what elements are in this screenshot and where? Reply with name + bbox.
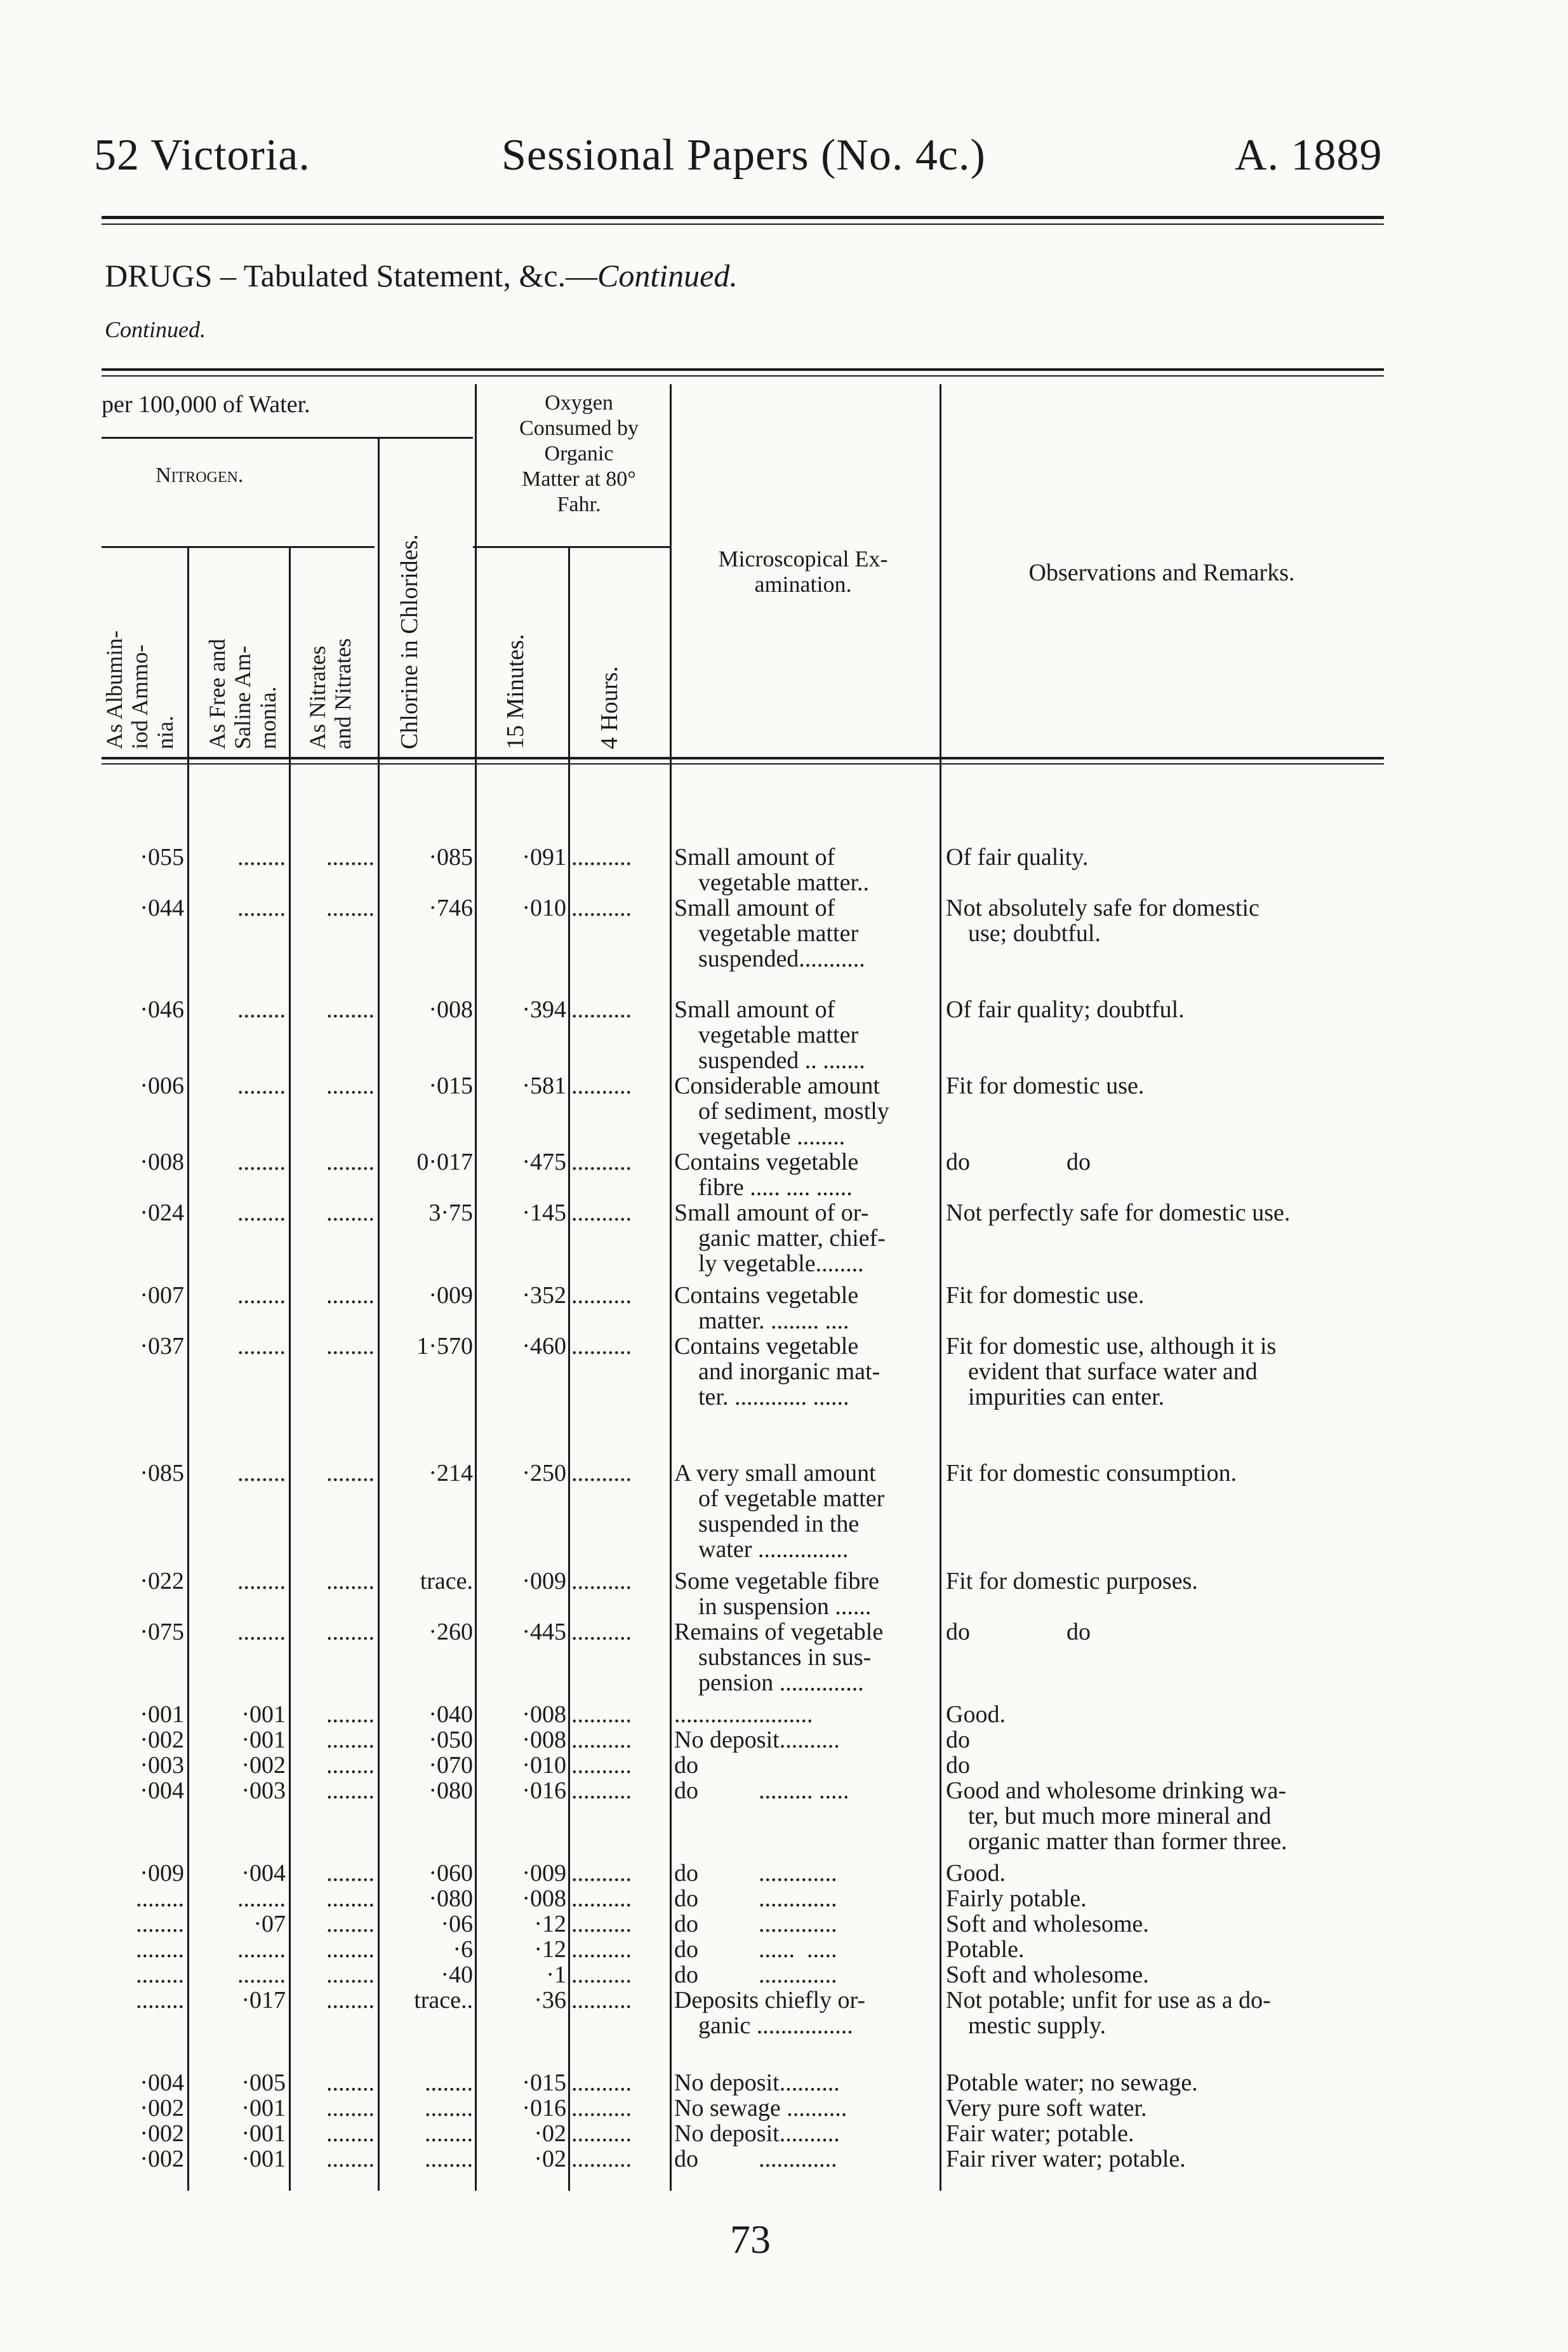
cell-chl: 0·017 xyxy=(416,1149,473,1175)
cell-microscopical: pension .............. xyxy=(698,1669,864,1696)
cell-free: ·005 xyxy=(241,2069,286,2096)
cell-free: ........ xyxy=(237,895,286,921)
cell-free: ·017 xyxy=(241,1987,286,2014)
cell-free: ........ xyxy=(237,1619,286,1645)
cell-observations: Potable. xyxy=(946,1936,1025,1963)
cell-microscopical: Small amount of or- xyxy=(674,1199,869,1226)
header-nitrogen: Nitrogen. xyxy=(156,464,244,487)
cell-observations: Of fair quality; doubtful. xyxy=(946,996,1185,1023)
cell-h4: .......... xyxy=(571,895,632,921)
cell-observations: Not absolutely safe for domestic xyxy=(946,895,1259,921)
cell-chl: ·085 xyxy=(429,844,473,871)
cell-chl: ·080 xyxy=(429,1777,473,1804)
cell-nit: ........ xyxy=(326,1911,375,1937)
cell-m15: ·1 xyxy=(546,1961,566,1988)
cell-h4: .......... xyxy=(571,1752,632,1779)
cell-alb: ·055 xyxy=(140,844,184,871)
cell-m15: ·010 xyxy=(522,895,566,921)
cell-microscopical: do ............. xyxy=(674,1911,837,1937)
cell-alb: ·075 xyxy=(140,1619,184,1645)
cell-free: ........ xyxy=(237,1199,286,1226)
cell-free: ........ xyxy=(237,1961,286,1988)
cell-m15: ·460 xyxy=(522,1333,566,1360)
header-per-water: per 100,000 of Water. xyxy=(102,391,310,418)
cell-observations: Fair water; potable. xyxy=(946,2120,1134,2147)
cell-observations: mestic supply. xyxy=(968,2012,1106,2039)
table-title xyxy=(105,257,738,294)
cell-observations: Fairly potable. xyxy=(946,1885,1087,1912)
cell-microscopical: do xyxy=(674,1752,698,1779)
cell-nit: ........ xyxy=(326,1961,375,1988)
cell-microscopical: Some vegetable fibre xyxy=(674,1568,879,1594)
cell-h4: .......... xyxy=(571,1333,632,1360)
cell-microscopical: Contains vegetable xyxy=(674,1149,859,1175)
cell-free: ........ xyxy=(237,1460,286,1487)
cell-free: ........ xyxy=(237,1333,286,1360)
cell-microscopical: vegetable matter.. xyxy=(698,869,870,896)
cell-free: ........ xyxy=(237,1568,286,1594)
cell-chl: ·746 xyxy=(429,895,473,921)
cell-observations: Good and wholesome drinking wa- xyxy=(946,1777,1287,1804)
cell-nit: ........ xyxy=(326,1727,375,1753)
cell-h4: .......... xyxy=(571,2069,632,2096)
cell-chl: ........ xyxy=(425,2120,473,2147)
table-top-rule-thin xyxy=(102,375,1384,377)
cell-h4: .......... xyxy=(571,1777,632,1804)
cell-microscopical: Contains vegetable xyxy=(674,1333,859,1360)
header-oxygen: Oxygen Consumed by Organic Matter at 80° Fahr. xyxy=(519,391,639,516)
cell-free: ·002 xyxy=(241,1752,286,1779)
cell-alb: ·085 xyxy=(140,1460,184,1487)
header-chlorine: Chlorine in Chlorides. xyxy=(396,534,423,749)
cell-observations: Not potable; unfit for use as a do- xyxy=(946,1987,1271,2014)
cell-free: ........ xyxy=(237,1282,286,1309)
header-albuminoid: As Albumin- iod Ammo- nia. xyxy=(102,630,178,749)
cell-chl: ·050 xyxy=(429,1727,473,1753)
cell-microscopical: vegetable ........ xyxy=(698,1123,846,1150)
cell-observations: use; doubtful. xyxy=(968,920,1101,947)
cell-free: ........ xyxy=(237,1072,286,1099)
cell-microscopical: suspended........... xyxy=(698,945,865,972)
cell-alb: ·008 xyxy=(140,1149,184,1175)
cell-alb: ........ xyxy=(136,1961,184,1988)
header-left: 52 Victoria. xyxy=(94,131,310,180)
header-4-hours: 4 Hours. xyxy=(596,666,623,749)
cell-microscopical: of sediment, mostly xyxy=(698,1098,889,1125)
cell-h4: .......... xyxy=(571,1072,632,1099)
cell-observations: Good. xyxy=(946,1860,1006,1887)
cell-nit: ........ xyxy=(326,844,375,871)
cell-chl: ·009 xyxy=(429,1282,473,1309)
cell-h4: .......... xyxy=(571,1701,632,1728)
cell-chl: ........ xyxy=(425,2069,473,2096)
cell-alb: ·002 xyxy=(140,2146,184,2172)
header-free-saline: As Free and Saline Am- monia. xyxy=(204,639,281,749)
cell-microscopical: do ............. xyxy=(674,1860,837,1887)
cell-observations: organic matter than former three. xyxy=(968,1828,1287,1855)
col-line-4 xyxy=(475,384,477,2191)
cell-h4: .......... xyxy=(571,1727,632,1753)
cell-chl: ·214 xyxy=(429,1460,473,1487)
cell-chl: trace.. xyxy=(414,1987,473,2014)
cell-nit: ........ xyxy=(326,1460,375,1487)
cell-nit: ........ xyxy=(326,2146,375,2172)
cell-chl: ·060 xyxy=(429,1860,473,1887)
cell-m15: ·008 xyxy=(522,1885,566,1912)
header-microscopical: Microscopical Ex- amination. xyxy=(718,546,888,597)
cell-alb: ·037 xyxy=(140,1333,184,1360)
cell-nit: ........ xyxy=(326,1072,375,1099)
cell-m15: ·016 xyxy=(522,1777,566,1804)
cell-microscopical: vegetable matter xyxy=(698,920,859,947)
header-rule xyxy=(102,216,1384,219)
cell-microscopical: suspended .. ....... xyxy=(698,1047,865,1074)
cell-microscopical: ly vegetable........ xyxy=(698,1250,864,1277)
rule-water-group xyxy=(102,437,473,439)
cell-microscopical: suspended in the xyxy=(698,1511,860,1537)
cell-microscopical: water ............... xyxy=(698,1536,849,1563)
cell-observations: impurities can enter. xyxy=(968,1384,1165,1410)
cell-alb: ·003 xyxy=(140,1752,184,1779)
cell-m15: ·008 xyxy=(522,1727,566,1753)
cell-microscopical: Small amount of xyxy=(674,996,835,1023)
cell-m15: ·250 xyxy=(522,1460,566,1487)
cell-observations: do xyxy=(946,1727,970,1753)
cell-h4: .......... xyxy=(571,1460,632,1487)
cell-alb: ·006 xyxy=(140,1072,184,1099)
cell-nit: ........ xyxy=(326,1282,375,1309)
cell-observations: evident that surface water and xyxy=(968,1358,1258,1385)
cell-free: ·001 xyxy=(241,2146,286,2172)
cell-observations: do xyxy=(946,1752,970,1779)
cell-nit: ........ xyxy=(326,1199,375,1226)
cell-observations: Good. xyxy=(946,1701,1006,1728)
cell-chl: trace. xyxy=(420,1568,473,1594)
cell-chl: ·40 xyxy=(441,1961,473,1988)
cell-microscopical: do ............. xyxy=(674,1885,837,1912)
table-title-continued: Continued. xyxy=(597,258,738,293)
cell-chl: ·080 xyxy=(429,1885,473,1912)
cell-nit: ........ xyxy=(326,1885,375,1912)
header-bottom-rule-thin xyxy=(102,763,1384,765)
cell-m15: ·12 xyxy=(534,1936,566,1963)
cell-microscopical: and inorganic mat- xyxy=(698,1358,880,1385)
cell-alb: ·009 xyxy=(140,1860,184,1887)
cell-alb: ·046 xyxy=(140,996,184,1023)
cell-alb: ........ xyxy=(136,1936,184,1963)
cell-nit: ........ xyxy=(326,1987,375,2014)
cell-microscopical: do ............. xyxy=(674,2146,837,2172)
cell-observations: Not perfectly safe for domestic use. xyxy=(946,1199,1291,1226)
cell-alb: ·007 xyxy=(140,1282,184,1309)
cell-microscopical: No deposit.......... xyxy=(674,1727,840,1753)
cell-microscopical: of vegetable matter xyxy=(698,1485,885,1512)
col-line-2 xyxy=(289,546,291,2191)
cell-microscopical: Small amount of xyxy=(674,895,835,921)
col-line-1 xyxy=(187,546,189,2191)
cell-m15: ·009 xyxy=(522,1860,566,1887)
cell-chl: ........ xyxy=(425,2146,473,2172)
col-line-5 xyxy=(568,546,570,2191)
cell-m15: ·016 xyxy=(522,2095,566,2121)
cell-microscopical: ganic ................ xyxy=(698,2012,853,2039)
cell-chl: ·260 xyxy=(429,1619,473,1645)
cell-nit: ........ xyxy=(326,1752,375,1779)
cell-microscopical: in suspension ...... xyxy=(698,1593,872,1620)
cell-chl: ·6 xyxy=(453,1936,473,1963)
cell-nit: ........ xyxy=(326,2120,375,2147)
cell-m15: ·010 xyxy=(522,1752,566,1779)
cell-free: ·001 xyxy=(241,2095,286,2121)
cell-alb: ........ xyxy=(136,1987,184,2014)
cell-observations: Fit for domestic use. xyxy=(946,1282,1145,1309)
cell-alb: ........ xyxy=(136,1885,184,1912)
cell-m15: ·02 xyxy=(534,2120,566,2147)
cell-nit: ........ xyxy=(326,2069,375,2096)
cell-observations: do do xyxy=(946,1619,1091,1645)
cell-nit: ........ xyxy=(326,1149,375,1175)
cell-h4: .......... xyxy=(571,2095,632,2121)
cell-free: ........ xyxy=(237,996,286,1023)
cell-observations: Fair river water; potable. xyxy=(946,2146,1186,2172)
cell-nit: ........ xyxy=(326,2095,375,2121)
cell-observations: Fit for domestic use, although it is xyxy=(946,1333,1277,1360)
cell-m15: ·352 xyxy=(522,1282,566,1309)
cell-chl: ........ xyxy=(425,2095,473,2121)
cell-alb: ·004 xyxy=(140,1777,184,1804)
cell-free: ·001 xyxy=(241,2120,286,2147)
cell-free: ·004 xyxy=(241,1860,286,1887)
cell-alb: ·004 xyxy=(140,2069,184,2096)
cell-microscopical: substances in sus- xyxy=(698,1644,872,1671)
cell-observations: Fit for domestic use. xyxy=(946,1072,1145,1099)
cell-m15: ·475 xyxy=(522,1149,566,1175)
cell-microscopical: fibre ..... .... ...... xyxy=(698,1174,853,1201)
cell-chl: ·070 xyxy=(429,1752,473,1779)
cell-microscopical: No deposit.......... xyxy=(674,2120,840,2147)
cell-chl: ·008 xyxy=(429,996,473,1023)
cell-free: ........ xyxy=(237,844,286,871)
cell-h4: .......... xyxy=(571,2120,632,2147)
cell-microscopical: Considerable amount xyxy=(674,1072,880,1099)
header-bottom-rule xyxy=(102,757,1384,759)
cell-free: ·003 xyxy=(241,1777,286,1804)
cell-m15: ·008 xyxy=(522,1701,566,1728)
cell-m15: ·581 xyxy=(522,1072,566,1099)
cell-microscopical: Deposits chiefly or- xyxy=(674,1987,866,2014)
cell-microscopical: ter. ............ ...... xyxy=(698,1384,849,1410)
cell-h4: .......... xyxy=(571,1860,632,1887)
cell-free: ........ xyxy=(237,1149,286,1175)
table-subtitle: Continued. xyxy=(105,317,206,342)
cell-alb: ·002 xyxy=(140,2095,184,2121)
cell-observations: ter, but much more mineral and xyxy=(968,1803,1272,1829)
cell-m15: ·445 xyxy=(522,1619,566,1645)
cell-observations: Soft and wholesome. xyxy=(946,1961,1149,1988)
rule-oxygen-group xyxy=(473,546,670,548)
cell-h4: .......... xyxy=(571,1987,632,2014)
cell-microscopical: ganic matter, chief- xyxy=(698,1225,886,1252)
cell-alb: ·002 xyxy=(140,2120,184,2147)
cell-observations: Soft and wholesome. xyxy=(946,1911,1149,1937)
cell-m15: ·091 xyxy=(522,844,566,871)
cell-chl: 3·75 xyxy=(429,1199,473,1226)
cell-m15: ·015 xyxy=(522,2069,566,2096)
cell-chl: ·06 xyxy=(441,1911,473,1937)
cell-microscopical: A very small amount xyxy=(674,1460,876,1487)
cell-nit: ........ xyxy=(326,1777,375,1804)
cell-nit: ........ xyxy=(326,996,375,1023)
cell-m15: ·12 xyxy=(534,1911,566,1937)
cell-h4: .......... xyxy=(571,1568,632,1594)
cell-nit: ........ xyxy=(326,1568,375,1594)
cell-microscopical: Contains vegetable xyxy=(674,1282,859,1309)
cell-chl: ·015 xyxy=(429,1072,473,1099)
cell-microscopical: ....................... xyxy=(674,1701,813,1728)
cell-observations: Potable water; no sewage. xyxy=(946,2069,1198,2096)
rule-nitrogen-group xyxy=(102,546,375,548)
cell-h4: .......... xyxy=(571,1885,632,1912)
cell-microscopical: No deposit.......... xyxy=(674,2069,840,2096)
cell-nit: ........ xyxy=(326,1619,375,1645)
cell-alb: ·022 xyxy=(140,1568,184,1594)
cell-alb: ·044 xyxy=(140,895,184,921)
cell-chl: 1·570 xyxy=(416,1333,473,1360)
cell-m15: ·36 xyxy=(534,1987,566,2014)
cell-free: ·001 xyxy=(241,1701,286,1728)
page-number: 73 xyxy=(730,2217,771,2262)
cell-nit: ........ xyxy=(326,1860,375,1887)
cell-h4: .......... xyxy=(571,844,632,871)
cell-h4: .......... xyxy=(571,1199,632,1226)
cell-nit: ........ xyxy=(326,1333,375,1360)
cell-free: ·07 xyxy=(253,1911,286,1937)
cell-h4: .......... xyxy=(571,1619,632,1645)
cell-microscopical: do ...... ..... xyxy=(674,1936,837,1963)
cell-free: ........ xyxy=(237,1936,286,1963)
header-nitrates: As Nitrates and Nitrates xyxy=(305,638,355,749)
cell-microscopical: matter. ........ .... xyxy=(698,1307,849,1334)
header-observations: Observations and Remarks. xyxy=(1028,559,1295,586)
cell-h4: .......... xyxy=(571,2146,632,2172)
header-rule-thin xyxy=(102,224,1384,225)
cell-observations: Very pure soft water. xyxy=(946,2095,1147,2121)
table-title-main: DRUGS – Tabulated Statement, &c.— xyxy=(105,258,598,293)
cell-m15: ·394 xyxy=(522,996,566,1023)
cell-alb: ·024 xyxy=(140,1199,184,1226)
col-line-7 xyxy=(940,384,941,2191)
cell-observations: Fit for domestic consumption. xyxy=(946,1460,1237,1487)
cell-observations: Fit for domestic purposes. xyxy=(946,1568,1198,1594)
cell-microscopical: No sewage .......... xyxy=(674,2095,847,2121)
col-line-6 xyxy=(670,384,672,2191)
cell-h4: .......... xyxy=(571,1936,632,1963)
col-line-3 xyxy=(378,438,380,2191)
cell-observations: Of fair quality. xyxy=(946,844,1089,871)
cell-alb: ·001 xyxy=(140,1701,184,1728)
cell-h4: .......... xyxy=(571,1961,632,1988)
cell-chl: ·040 xyxy=(429,1701,473,1728)
cell-h4: .......... xyxy=(571,1282,632,1309)
cell-h4: .......... xyxy=(571,996,632,1023)
cell-free: ·001 xyxy=(241,1727,286,1753)
cell-m15: ·145 xyxy=(522,1199,566,1226)
cell-alb: ·002 xyxy=(140,1727,184,1753)
cell-nit: ........ xyxy=(326,1701,375,1728)
cell-alb: ........ xyxy=(136,1911,184,1937)
header-right: A. 1889 xyxy=(1235,131,1383,180)
cell-microscopical: vegetable matter xyxy=(698,1022,859,1048)
header-center: Sessional Papers (No. 4c.) xyxy=(502,131,986,180)
cell-observations: do do xyxy=(946,1149,1091,1175)
cell-h4: .......... xyxy=(571,1149,632,1175)
cell-microscopical: Small amount of xyxy=(674,844,835,871)
cell-nit: ........ xyxy=(326,1936,375,1963)
cell-nit: ........ xyxy=(326,895,375,921)
cell-m15: ·009 xyxy=(522,1568,566,1594)
table-top-rule xyxy=(102,368,1384,371)
header-15-minutes: 15 Minutes. xyxy=(502,634,529,749)
cell-h4: .......... xyxy=(571,1911,632,1937)
cell-microscopical: Remains of vegetable xyxy=(674,1619,884,1645)
cell-m15: ·02 xyxy=(534,2146,566,2172)
cell-microscopical: do ......... ..... xyxy=(674,1777,849,1804)
cell-free: ........ xyxy=(237,1885,286,1912)
cell-microscopical: do ............. xyxy=(674,1961,837,1988)
